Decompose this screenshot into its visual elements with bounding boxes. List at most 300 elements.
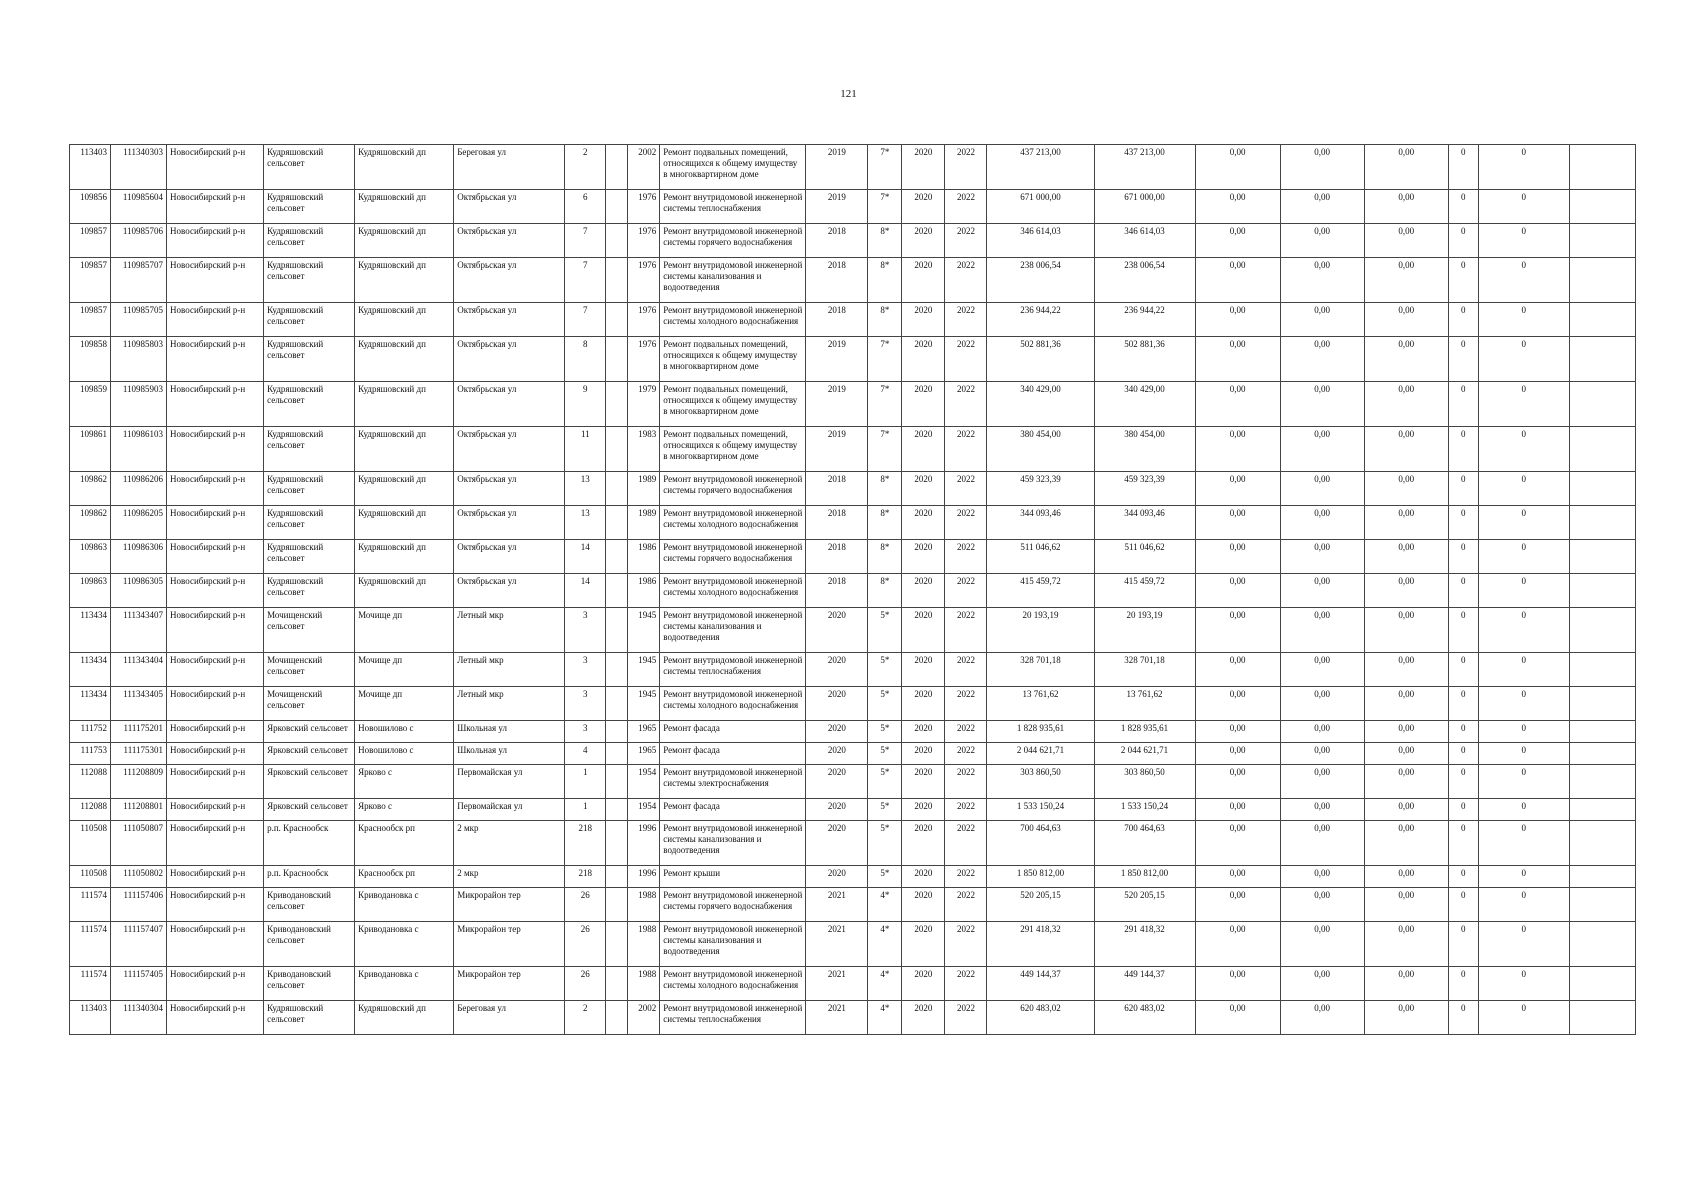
period-start-cell: 2020: [902, 1001, 945, 1035]
district-cell: Новосибирский р-н: [167, 427, 264, 472]
record-id-cell: 110508: [70, 821, 111, 866]
district-cell: Новосибирский р-н: [167, 337, 264, 382]
house-number-cell: 3: [565, 687, 606, 721]
work-code-cell: 111157407: [111, 922, 167, 967]
district-cell: Новосибирский р-н: [167, 506, 264, 540]
period-end-cell: 2022: [945, 427, 987, 472]
building-letter-cell: [606, 799, 628, 821]
period-end-cell: 2022: [945, 922, 987, 967]
building-letter-cell: [606, 337, 628, 382]
other-funds-cell: 0: [1478, 224, 1569, 258]
stage-cell: 5*: [868, 821, 902, 866]
work-type-cell: Ремонт внутридомовой инженерной системы горячего водоснабжения: [660, 888, 806, 922]
owner-funds-cell: 0: [1448, 721, 1478, 743]
stage-cell: 5*: [868, 866, 902, 888]
period-end-cell: 2022: [945, 303, 987, 337]
budget-local-cell: 0,00: [1364, 888, 1448, 922]
record-id-cell: 109862: [70, 472, 111, 506]
budget-regional-cell: 0,00: [1280, 888, 1364, 922]
other-funds-cell: 0: [1478, 382, 1569, 427]
stage-cell: 8*: [868, 540, 902, 574]
owner-funds-cell: 0: [1448, 1001, 1478, 1035]
planned-year-cell: 2018: [806, 258, 868, 303]
budget-regional-cell: 0,00: [1280, 866, 1364, 888]
period-start-cell: 2020: [902, 687, 945, 721]
total-cost-cell: 303 860,50: [987, 765, 1094, 799]
district-cell: Новосибирский р-н: [167, 743, 264, 765]
budget-local-cell: 0,00: [1364, 574, 1448, 608]
building-letter-cell: [606, 145, 628, 190]
street-cell: Октябрьская ул: [454, 303, 565, 337]
street-cell: Октябрьская ул: [454, 382, 565, 427]
record-id-cell: 112088: [70, 799, 111, 821]
district-cell: Новосибирский р-н: [167, 190, 264, 224]
budget-federal-cell: 0,00: [1195, 888, 1280, 922]
table-row: [70, 653, 1636, 687]
house-number-cell: 11: [565, 427, 606, 472]
building-letter-cell: [606, 687, 628, 721]
record-id-cell: 109861: [70, 427, 111, 472]
notes-cell: [1569, 145, 1635, 190]
work-code-cell: 110986103: [111, 427, 167, 472]
total-cost-cell: 291 418,32: [987, 922, 1094, 967]
build-year-cell: 1983: [628, 427, 660, 472]
budget-regional-cell: 0,00: [1280, 472, 1364, 506]
period-start-cell: 2020: [902, 427, 945, 472]
owner-funds-cell: 0: [1448, 866, 1478, 888]
notes-cell: [1569, 427, 1635, 472]
budget-federal-cell: 0,00: [1195, 608, 1280, 653]
budget-regional-cell: 0,00: [1280, 190, 1364, 224]
fund-cost-cell: 20 193,19: [1094, 608, 1195, 653]
budget-regional-cell: 0,00: [1280, 574, 1364, 608]
period-start-cell: 2020: [902, 967, 945, 1001]
planned-year-cell: 2020: [806, 653, 868, 687]
period-end-cell: 2022: [945, 967, 987, 1001]
fund-cost-cell: 344 093,46: [1094, 506, 1195, 540]
notes-cell: [1569, 799, 1635, 821]
notes-cell: [1569, 472, 1635, 506]
district-cell: Новосибирский р-н: [167, 574, 264, 608]
budget-local-cell: 0,00: [1364, 799, 1448, 821]
record-id-cell: 111753: [70, 743, 111, 765]
period-start-cell: 2020: [902, 653, 945, 687]
street-cell: Береговая ул: [454, 145, 565, 190]
work-type-cell: Ремонт подвальных помещений, относящихся к общему имуществу в многоквартирном доме: [660, 337, 806, 382]
total-cost-cell: 340 429,00: [987, 382, 1094, 427]
work-code-cell: 111175301: [111, 743, 167, 765]
stage-cell: 4*: [868, 967, 902, 1001]
budget-local-cell: 0,00: [1364, 608, 1448, 653]
budget-regional-cell: 0,00: [1280, 821, 1364, 866]
settlement-cell: Кудряшовский дп: [355, 224, 454, 258]
budget-federal-cell: 0,00: [1195, 145, 1280, 190]
district-cell: Новосибирский р-н: [167, 721, 264, 743]
budget-federal-cell: 0,00: [1195, 1001, 1280, 1035]
build-year-cell: 1945: [628, 687, 660, 721]
settlement-cell: Кудряшовский дп: [355, 190, 454, 224]
house-number-cell: 7: [565, 258, 606, 303]
work-type-cell: Ремонт крыши: [660, 866, 806, 888]
period-start-cell: 2020: [902, 866, 945, 888]
budget-regional-cell: 0,00: [1280, 224, 1364, 258]
house-number-cell: 3: [565, 721, 606, 743]
municipality-cell: Ярковский сельсовет: [264, 743, 355, 765]
house-number-cell: 26: [565, 922, 606, 967]
period-end-cell: 2022: [945, 799, 987, 821]
owner-funds-cell: 0: [1448, 608, 1478, 653]
table-row: [70, 224, 1636, 258]
fund-cost-cell: 449 144,37: [1094, 967, 1195, 1001]
budget-federal-cell: 0,00: [1195, 337, 1280, 382]
period-end-cell: 2022: [945, 224, 987, 258]
municipality-cell: Мочищенский сельсовет: [264, 687, 355, 721]
period-start-cell: 2020: [902, 472, 945, 506]
other-funds-cell: 0: [1478, 506, 1569, 540]
fund-cost-cell: 328 701,18: [1094, 653, 1195, 687]
period-end-cell: 2022: [945, 821, 987, 866]
other-funds-cell: 0: [1478, 687, 1569, 721]
building-letter-cell: [606, 653, 628, 687]
settlement-cell: Кудряшовский дп: [355, 258, 454, 303]
period-end-cell: 2022: [945, 608, 987, 653]
table-row: [70, 743, 1636, 765]
owner-funds-cell: 0: [1448, 967, 1478, 1001]
record-id-cell: 109863: [70, 574, 111, 608]
budget-local-cell: 0,00: [1364, 472, 1448, 506]
build-year-cell: 1954: [628, 799, 660, 821]
budget-regional-cell: 0,00: [1280, 922, 1364, 967]
budget-federal-cell: 0,00: [1195, 821, 1280, 866]
other-funds-cell: 0: [1478, 608, 1569, 653]
table-row: [70, 866, 1636, 888]
municipality-cell: Кудряшовский сельсовет: [264, 540, 355, 574]
budget-local-cell: 0,00: [1364, 258, 1448, 303]
period-start-cell: 2020: [902, 888, 945, 922]
street-cell: Школьная ул: [454, 743, 565, 765]
total-cost-cell: 1 850 812,00: [987, 866, 1094, 888]
fund-cost-cell: 511 046,62: [1094, 540, 1195, 574]
stage-cell: 8*: [868, 303, 902, 337]
work-code-cell: 111343405: [111, 687, 167, 721]
record-id-cell: 113403: [70, 1001, 111, 1035]
municipality-cell: р.п. Краснообск: [264, 866, 355, 888]
municipality-cell: Кудряшовский сельсовет: [264, 303, 355, 337]
work-code-cell: 110986305: [111, 574, 167, 608]
municipality-cell: Кудряшовский сельсовет: [264, 472, 355, 506]
settlement-cell: Кудряшовский дп: [355, 1001, 454, 1035]
other-funds-cell: 0: [1478, 145, 1569, 190]
work-code-cell: 111343404: [111, 653, 167, 687]
other-funds-cell: 0: [1478, 866, 1569, 888]
total-cost-cell: 415 459,72: [987, 574, 1094, 608]
total-cost-cell: 380 454,00: [987, 427, 1094, 472]
budget-regional-cell: 0,00: [1280, 765, 1364, 799]
district-cell: Новосибирский р-н: [167, 608, 264, 653]
budget-federal-cell: 0,00: [1195, 382, 1280, 427]
owner-funds-cell: 0: [1448, 743, 1478, 765]
period-start-cell: 2020: [902, 574, 945, 608]
budget-federal-cell: 0,00: [1195, 866, 1280, 888]
stage-cell: 4*: [868, 1001, 902, 1035]
other-funds-cell: 0: [1478, 472, 1569, 506]
budget-regional-cell: 0,00: [1280, 382, 1364, 427]
district-cell: Новосибирский р-н: [167, 653, 264, 687]
planned-year-cell: 2019: [806, 337, 868, 382]
owner-funds-cell: 0: [1448, 472, 1478, 506]
fund-cost-cell: 2 044 621,71: [1094, 743, 1195, 765]
street-cell: 2 мкр: [454, 821, 565, 866]
period-end-cell: 2022: [945, 337, 987, 382]
district-cell: Новосибирский р-н: [167, 145, 264, 190]
settlement-cell: Криводановка с: [355, 967, 454, 1001]
period-end-cell: 2022: [945, 145, 987, 190]
fund-cost-cell: 303 860,50: [1094, 765, 1195, 799]
table-row: [70, 145, 1636, 190]
owner-funds-cell: 0: [1448, 765, 1478, 799]
total-cost-cell: 344 093,46: [987, 506, 1094, 540]
municipality-cell: Мочищенский сельсовет: [264, 608, 355, 653]
total-cost-cell: 671 000,00: [987, 190, 1094, 224]
building-letter-cell: [606, 608, 628, 653]
budget-regional-cell: 0,00: [1280, 427, 1364, 472]
work-type-cell: Ремонт внутридомовой инженерной системы горячего водоснабжения: [660, 472, 806, 506]
table-row: [70, 1001, 1636, 1035]
work-type-cell: Ремонт внутридомовой инженерной системы холодного водоснабжения: [660, 506, 806, 540]
record-id-cell: 109859: [70, 382, 111, 427]
budget-federal-cell: 0,00: [1195, 303, 1280, 337]
planned-year-cell: 2019: [806, 190, 868, 224]
period-start-cell: 2020: [902, 743, 945, 765]
work-type-cell: Ремонт внутридомовой инженерной системы холодного водоснабжения: [660, 574, 806, 608]
period-start-cell: 2020: [902, 721, 945, 743]
period-start-cell: 2020: [902, 540, 945, 574]
notes-cell: [1569, 821, 1635, 866]
owner-funds-cell: 0: [1448, 888, 1478, 922]
period-end-cell: 2022: [945, 866, 987, 888]
total-cost-cell: 449 144,37: [987, 967, 1094, 1001]
notes-cell: [1569, 506, 1635, 540]
budget-local-cell: 0,00: [1364, 743, 1448, 765]
budget-local-cell: 0,00: [1364, 303, 1448, 337]
other-funds-cell: 0: [1478, 574, 1569, 608]
notes-cell: [1569, 190, 1635, 224]
work-code-cell: 111340303: [111, 145, 167, 190]
work-code-cell: 110985604: [111, 190, 167, 224]
house-number-cell: 218: [565, 866, 606, 888]
owner-funds-cell: 0: [1448, 506, 1478, 540]
budget-regional-cell: 0,00: [1280, 303, 1364, 337]
stage-cell: 5*: [868, 765, 902, 799]
budget-federal-cell: 0,00: [1195, 472, 1280, 506]
budget-regional-cell: 0,00: [1280, 743, 1364, 765]
fund-cost-cell: 520 205,15: [1094, 888, 1195, 922]
street-cell: Октябрьская ул: [454, 540, 565, 574]
period-start-cell: 2020: [902, 224, 945, 258]
period-start-cell: 2020: [902, 303, 945, 337]
total-cost-cell: 238 006,54: [987, 258, 1094, 303]
capital-repair-table: [69, 144, 1636, 1035]
record-id-cell: 109862: [70, 506, 111, 540]
work-type-cell: Ремонт подвальных помещений, относящихся к общему имуществу в многоквартирном доме: [660, 145, 806, 190]
budget-regional-cell: 0,00: [1280, 967, 1364, 1001]
planned-year-cell: 2021: [806, 967, 868, 1001]
record-id-cell: 113434: [70, 653, 111, 687]
stage-cell: 7*: [868, 337, 902, 382]
table-row: [70, 922, 1636, 967]
house-number-cell: 4: [565, 743, 606, 765]
building-letter-cell: [606, 258, 628, 303]
budget-federal-cell: 0,00: [1195, 574, 1280, 608]
district-cell: Новосибирский р-н: [167, 382, 264, 427]
planned-year-cell: 2018: [806, 303, 868, 337]
other-funds-cell: 0: [1478, 743, 1569, 765]
build-year-cell: 1979: [628, 382, 660, 427]
total-cost-cell: 2 044 621,71: [987, 743, 1094, 765]
budget-local-cell: 0,00: [1364, 190, 1448, 224]
record-id-cell: 113434: [70, 687, 111, 721]
settlement-cell: Мочище дп: [355, 608, 454, 653]
work-code-cell: 110986206: [111, 472, 167, 506]
record-id-cell: 113403: [70, 145, 111, 190]
period-start-cell: 2020: [902, 799, 945, 821]
period-end-cell: 2022: [945, 687, 987, 721]
district-cell: Новосибирский р-н: [167, 258, 264, 303]
owner-funds-cell: 0: [1448, 799, 1478, 821]
work-code-cell: 110985706: [111, 224, 167, 258]
page-number: 121: [840, 88, 857, 100]
record-id-cell: 111752: [70, 721, 111, 743]
house-number-cell: 218: [565, 821, 606, 866]
budget-federal-cell: 0,00: [1195, 653, 1280, 687]
planned-year-cell: 2020: [806, 799, 868, 821]
fund-cost-cell: 459 323,39: [1094, 472, 1195, 506]
total-cost-cell: 620 483,02: [987, 1001, 1094, 1035]
settlement-cell: Криводановка с: [355, 922, 454, 967]
notes-cell: [1569, 574, 1635, 608]
street-cell: Октябрьская ул: [454, 190, 565, 224]
building-letter-cell: [606, 866, 628, 888]
budget-local-cell: 0,00: [1364, 1001, 1448, 1035]
notes-cell: [1569, 1001, 1635, 1035]
work-code-cell: 110985707: [111, 258, 167, 303]
street-cell: Первомайская ул: [454, 765, 565, 799]
owner-funds-cell: 0: [1448, 337, 1478, 382]
owner-funds-cell: 0: [1448, 427, 1478, 472]
fund-cost-cell: 1 850 812,00: [1094, 866, 1195, 888]
build-year-cell: 2002: [628, 1001, 660, 1035]
house-number-cell: 1: [565, 799, 606, 821]
table-row: [70, 472, 1636, 506]
notes-cell: [1569, 721, 1635, 743]
house-number-cell: 8: [565, 337, 606, 382]
work-type-cell: Ремонт подвальных помещений, относящихся к общему имуществу в многоквартирном доме: [660, 382, 806, 427]
house-number-cell: 26: [565, 967, 606, 1001]
record-id-cell: 113434: [70, 608, 111, 653]
budget-local-cell: 0,00: [1364, 540, 1448, 574]
fund-cost-cell: 236 944,22: [1094, 303, 1195, 337]
settlement-cell: Кудряшовский дп: [355, 337, 454, 382]
owner-funds-cell: 0: [1448, 224, 1478, 258]
street-cell: Октябрьская ул: [454, 337, 565, 382]
municipality-cell: Кудряшовский сельсовет: [264, 1001, 355, 1035]
total-cost-cell: 13 761,62: [987, 687, 1094, 721]
period-end-cell: 2022: [945, 653, 987, 687]
notes-cell: [1569, 303, 1635, 337]
owner-funds-cell: 0: [1448, 540, 1478, 574]
building-letter-cell: [606, 382, 628, 427]
build-year-cell: 1945: [628, 608, 660, 653]
total-cost-cell: 328 701,18: [987, 653, 1094, 687]
build-year-cell: 1976: [628, 224, 660, 258]
work-type-cell: Ремонт внутридомовой инженерной системы канализования и водоотведения: [660, 922, 806, 967]
build-year-cell: 1996: [628, 866, 660, 888]
other-funds-cell: 0: [1478, 888, 1569, 922]
planned-year-cell: 2019: [806, 382, 868, 427]
stage-cell: 4*: [868, 888, 902, 922]
record-id-cell: 109856: [70, 190, 111, 224]
municipality-cell: Криводановский сельсовет: [264, 967, 355, 1001]
house-number-cell: 14: [565, 540, 606, 574]
house-number-cell: 7: [565, 303, 606, 337]
district-cell: Новосибирский р-н: [167, 303, 264, 337]
record-id-cell: 111574: [70, 967, 111, 1001]
table-row: [70, 506, 1636, 540]
house-number-cell: 9: [565, 382, 606, 427]
other-funds-cell: 0: [1478, 258, 1569, 303]
table-row: [70, 190, 1636, 224]
build-year-cell: 1945: [628, 653, 660, 687]
settlement-cell: Кудряшовский дп: [355, 427, 454, 472]
street-cell: 2 мкр: [454, 866, 565, 888]
build-year-cell: 1976: [628, 190, 660, 224]
notes-cell: [1569, 687, 1635, 721]
table-body: [70, 145, 1636, 1035]
period-start-cell: 2020: [902, 337, 945, 382]
period-end-cell: 2022: [945, 190, 987, 224]
settlement-cell: Новошилово с: [355, 743, 454, 765]
fund-cost-cell: 346 614,03: [1094, 224, 1195, 258]
total-cost-cell: 236 944,22: [987, 303, 1094, 337]
planned-year-cell: 2020: [806, 743, 868, 765]
work-type-cell: Ремонт внутридомовой инженерной системы теплоснабжения: [660, 1001, 806, 1035]
build-year-cell: 1986: [628, 540, 660, 574]
house-number-cell: 1: [565, 765, 606, 799]
work-type-cell: Ремонт внутридомовой инженерной системы холодного водоснабжения: [660, 303, 806, 337]
owner-funds-cell: 0: [1448, 382, 1478, 427]
municipality-cell: Кудряшовский сельсовет: [264, 145, 355, 190]
table-row: [70, 967, 1636, 1001]
budget-federal-cell: 0,00: [1195, 765, 1280, 799]
other-funds-cell: 0: [1478, 967, 1569, 1001]
municipality-cell: Криводановский сельсовет: [264, 888, 355, 922]
table-row: [70, 608, 1636, 653]
work-code-cell: 110986205: [111, 506, 167, 540]
work-type-cell: Ремонт внутридомовой инженерной системы холодного водоснабжения: [660, 687, 806, 721]
planned-year-cell: 2018: [806, 506, 868, 540]
work-type-cell: Ремонт фасада: [660, 743, 806, 765]
period-end-cell: 2022: [945, 721, 987, 743]
period-end-cell: 2022: [945, 743, 987, 765]
build-year-cell: 1976: [628, 258, 660, 303]
budget-local-cell: 0,00: [1364, 721, 1448, 743]
street-cell: Береговая ул: [454, 1001, 565, 1035]
stage-cell: 5*: [868, 687, 902, 721]
owner-funds-cell: 0: [1448, 303, 1478, 337]
street-cell: Первомайская ул: [454, 799, 565, 821]
budget-local-cell: 0,00: [1364, 506, 1448, 540]
table-row: [70, 765, 1636, 799]
